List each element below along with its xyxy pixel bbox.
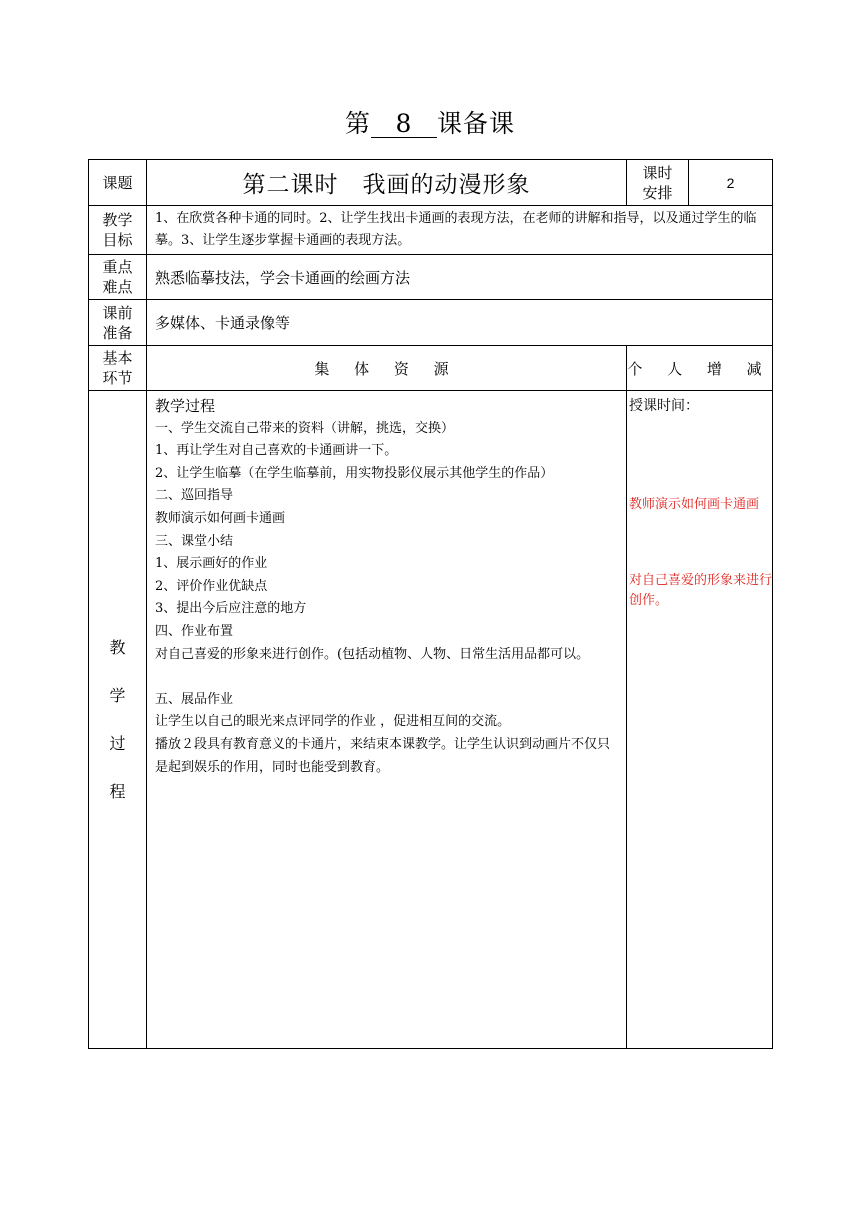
process-line: 让学生以自己的眼光来点评同学的作业 ，促进相互间的交流。	[155, 714, 511, 730]
prep-label-line1: 课前	[102, 303, 133, 322]
process-line: 教师演示如何画卡通画	[155, 510, 286, 526]
process-heading: 教学过程	[155, 397, 216, 415]
key-label	[89, 255, 147, 300]
stage-label-line2: 环节	[102, 369, 133, 387]
key-points-text: 熟悉临摹技法，学会卡通画的绘画方法	[147, 255, 773, 300]
teaching-time-label: 授课时间：	[629, 398, 699, 414]
key-label-line1: 重点	[102, 258, 133, 276]
personal-notes	[627, 391, 773, 1049]
title-suffix: 课备课	[437, 109, 516, 138]
stage-label	[89, 346, 147, 391]
process-line: 2、让学生临摹（在学生临摹前，用实物投影仪展示其他学生的作品）	[155, 465, 554, 481]
process-line: 播放２段具有教育意义的卡通片，来结束本课教学。让学生认识到动画片不仅只是起到娱乐的作用，同时也能受到教育。	[155, 736, 611, 775]
key-label-line2: 难点	[102, 278, 133, 296]
lesson-number: 8	[371, 111, 437, 138]
process-row	[89, 391, 773, 1049]
stage-row	[89, 346, 773, 391]
lesson-plan-table	[88, 159, 773, 1049]
process-line: 三、课堂小结	[155, 533, 234, 549]
process-label-char: 过	[109, 733, 126, 753]
key-row	[89, 255, 773, 300]
goals-row	[89, 206, 773, 255]
topic-label: 课题	[89, 160, 147, 206]
red-note-creation: 对自己喜爱的形象来进行创作。	[629, 573, 773, 608]
process-content	[147, 391, 627, 1049]
schedule-label-line1: 课时	[642, 163, 673, 182]
process-line: 四、作业布置	[155, 623, 234, 639]
topic-row	[89, 160, 773, 206]
process-line: 1、再让学生对自己喜欢的卡通画讲一下。	[155, 443, 398, 459]
goals-label	[89, 206, 147, 255]
process-label-char: 程	[109, 781, 126, 801]
process-blank-line	[155, 666, 620, 689]
collective-header: 集 体 资 源	[147, 346, 627, 391]
prep-label	[89, 300, 147, 346]
process-line: 1、展示画好的作业	[155, 556, 268, 572]
goals-label-line1: 教学	[102, 211, 133, 229]
prep-text: 多媒体、卡通录像等	[147, 300, 773, 346]
goals-text: 1、在欣赏各种卡通的同时。2、让学生找出卡通画的表现方法，在老师的讲解和指导，以及通过学生的临摹。3、让学生逐步掌握卡通画的表现方法。	[147, 206, 773, 255]
stage-label-line1: 基本	[102, 349, 133, 367]
process-line: 一、学生交流自己带来的资料（讲解，挑选，交换）	[155, 420, 455, 436]
red-note-demo: 教师演示如何画卡通画	[629, 497, 760, 512]
goals-label-line2: 目标	[102, 231, 133, 249]
page-title	[0, 104, 860, 140]
process-line: 对自己喜爱的形象来进行创作。(包括动植物、人物、日常生活用品都可以。	[155, 646, 590, 662]
process-label	[89, 391, 147, 1049]
schedule-label	[627, 160, 689, 206]
process-label-char: 教	[109, 637, 126, 657]
process-line: 五、展品作业	[155, 691, 234, 707]
process-line: 2、评价作业优缺点	[155, 578, 268, 594]
process-line: 二、巡回指导	[155, 488, 234, 504]
lesson-title: 第二课时 我画的动漫形象	[147, 160, 627, 206]
title-prefix: 第	[344, 109, 371, 138]
prep-row	[89, 300, 773, 346]
process-label-char: 学	[109, 685, 126, 705]
class-hours: 2	[689, 160, 773, 206]
prep-label-line2: 准备	[102, 323, 133, 342]
process-line: 3、提出今后应注意的地方	[155, 601, 307, 617]
personal-header: 个 人 增 减	[627, 346, 773, 391]
schedule-label-line2: 安排	[642, 183, 673, 202]
